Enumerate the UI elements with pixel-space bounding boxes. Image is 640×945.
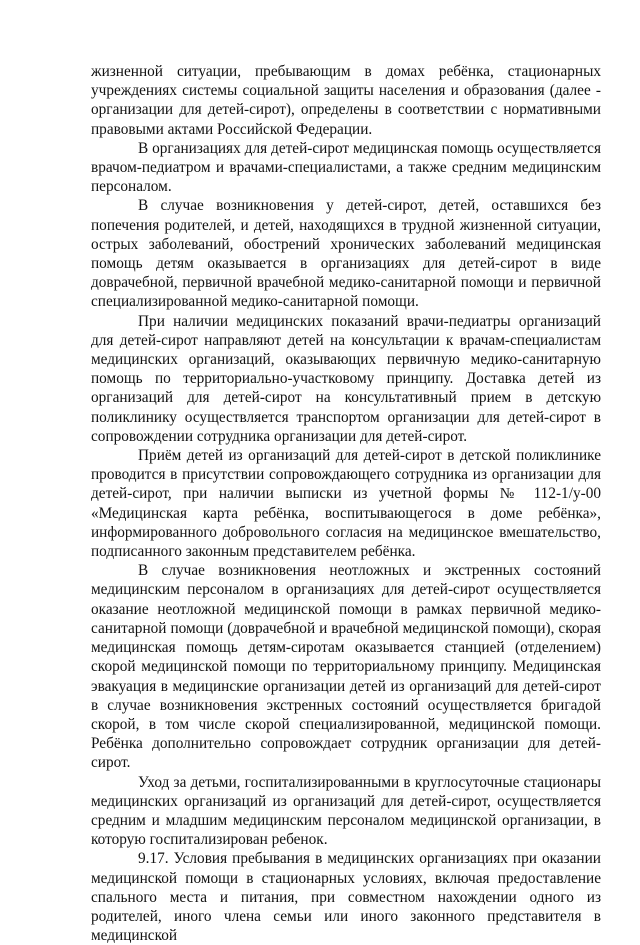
paragraph-section-9-17: 9.17. Условия пребывания в медицинских организациях при оказании медицинской помощи в стационарных условиях, включая предоставление спального места и питания, при совместном нахождении одного из родителей, иного члена семьи или иного законного представителя в медицинской [91, 850, 601, 945]
paragraph-emergency-care: В случае возникновения неотложных и экстренных состояний медицинским персоналом в организациях для детей-сирот осуществляется оказание неотложной медицинской помощи в рамках первичной медико-санитарной помощи (доврачебной и врачебной медицинской помощи), скорая медицинская помощь детям-сиротам оказывается станцией (отделением) скорой медицинской помощи по территориальному принципу. Медицинская эвакуация в медицинские организации детей из организаций для детей-сирот в случае возникновения экстренных состояний осуществляется бригадой скорой, в том числе скорой специализированной, медицинской помощи. Ребёнка дополнительно сопровождает сотрудник организации для детей-сирот. [91, 562, 601, 772]
paragraph-medical-care-staff: В организациях для детей-сирот медицинская помощь осуществляется врачом-педиатром и врачами-специалистами, а также средним медицинским персоналом. [91, 139, 601, 196]
document-page [91, 62, 601, 945]
paragraph-specialist-consultations: При наличии медицинских показаний врачи-педиатры организаций для детей-сирот направляют детей на консультации к врачам-специалистам медицинских организаций, оказывающих первичную медико-санитарную помощь по территориально-участковому принципу. Доставка детей из организаций для детей-сирот на консультативный прием в детскую поликлинику осуществляется транспортом организации для детей-сирот в сопровождении сотрудника организации для детей-сирот. [91, 312, 601, 445]
paragraph-hospital-care: Уход за детьми, госпитализированными в круглосуточные стационары медицинских организаций из организаций для детей-сирот, осуществляется средним и младшим медицинским персоналом медицинской организации, в которую госпитализирован ребенок. [91, 773, 601, 849]
paragraph-acute-diseases: В случае возникновения у детей-сирот, детей, оставшихся без попечения родителей, и детей, находящихся в трудной жизненной ситуации, острых заболеваний, обострений хронических заболеваний медицинская помощь детям оказывается в организациях для детей-сирот в виде доврачебной, первичной врачебной медико-санитарной помощи и первичной специализированной медико-санитарной помощи. [91, 197, 601, 311]
paragraph-continuation: жизненной ситуации, пребывающим в домах ребёнка, стационарных учреждениях системы социальной защиты населения и образования (далее - организации для детей-сирот), определены в соответствии с нормативными правовыми актами Российской Федерации. [91, 63, 601, 138]
paragraph-polyclinic-admission: Приём детей из организаций для детей-сирот в детской поликлинике проводится в присутствии сопровождающего сотрудника из организации для детей-сирот, при наличии выписки из учетной формы № 112-1/у-00 «Медицинская карта ребёнка, воспитывающегося в доме ребёнка», информированного добровольного согласия на медицинское вмешательство, подписанного законным представителем ребёнка. [91, 447, 601, 561]
